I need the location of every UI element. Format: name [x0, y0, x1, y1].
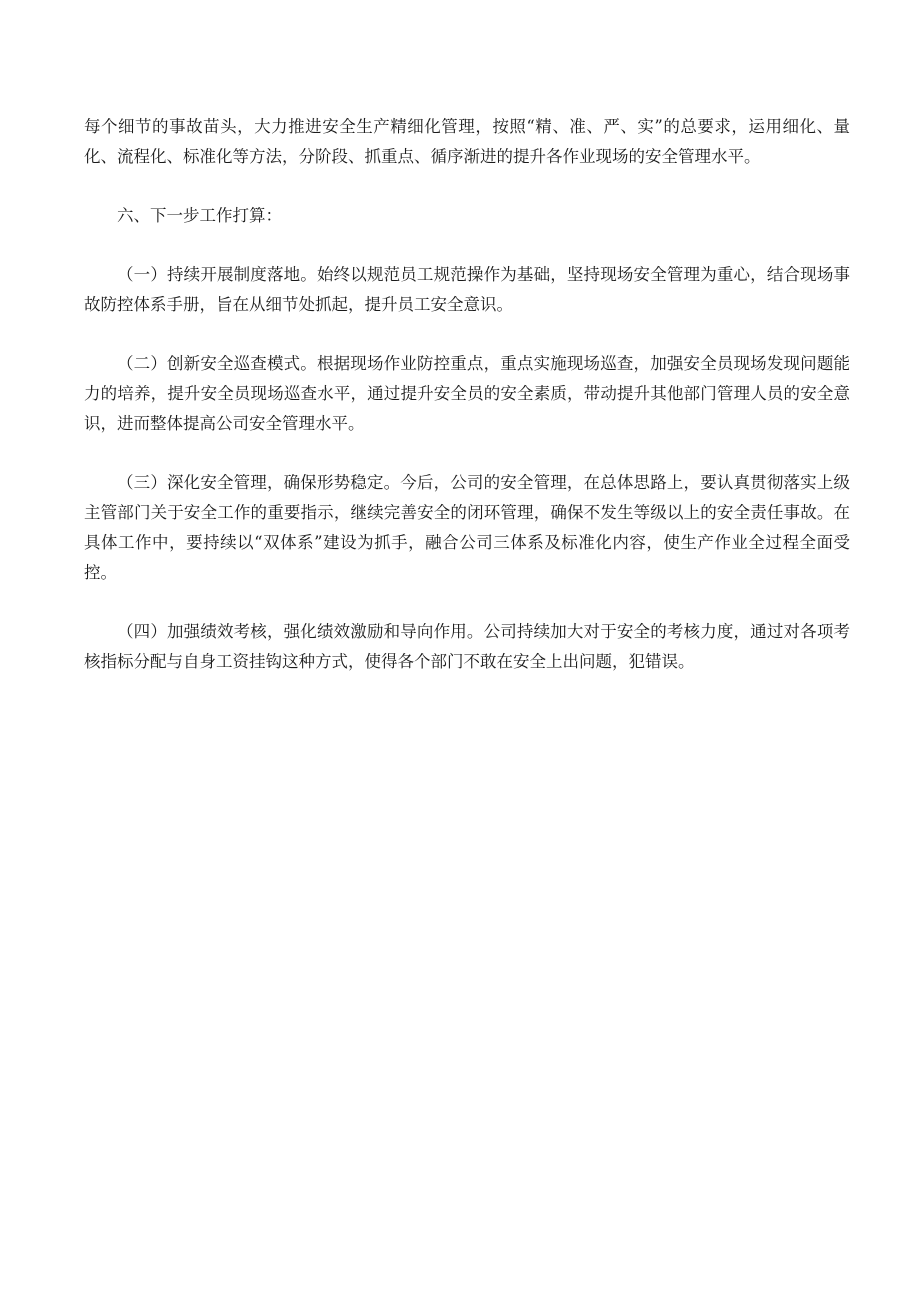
section-heading-next-steps: 六、下一步工作打算：: [117, 206, 282, 225]
paragraph-item-1: （一）持续开展制度落地。始终以规范员工规范操作为基础，坚持现场安全管理为重心，结合现场事故防控体系手册，旨在从细节处抓起，提升员工安全意识。: [84, 265, 850, 314]
paragraph-item-4: （四）加强绩效考核，强化绩效激励和导向作用。公司持续加大对于安全的考核力度，通过对各项考核指标分配与自身工资挂钩这种方式，使得各个部门不敢在安全上出问题，犯错误。: [84, 622, 850, 671]
paragraph-continuation: 每个细节的事故苗头，大力推进安全生产精细化管理，按照“精、准、严、实”的总要求，运用细化、量化、流程化、标准化等方法，分阶段、抓重点、循序渐进的提升各作业现场的安全管理水平。: [84, 117, 850, 166]
paragraph-item-3: （三）深化安全管理，确保形势稳定。今后，公司的安全管理，在总体思路上，要认真贯彻落实上级主管部门关于安全工作的重要指示，继续完善安全的闭环管理，确保不发生等级以上的安全责任事故。在具体工作中，要持续以“双体系”建设为抓手，融合公司三体系及标准化内容，使生产作业全过程全面受控。: [84, 473, 850, 582]
paragraph-item-2: （二）创新安全巡查模式。根据现场作业防控重点，重点实施现场巡查，加强安全员现场发现问题能力的培养，提升安全员现场巡查水平，通过提升安全员的安全素质，带动提升其他部门管理人员的安全意识，进而整体提高公司安全管理水平。: [84, 354, 850, 433]
document-body: [84, 112, 850, 706]
